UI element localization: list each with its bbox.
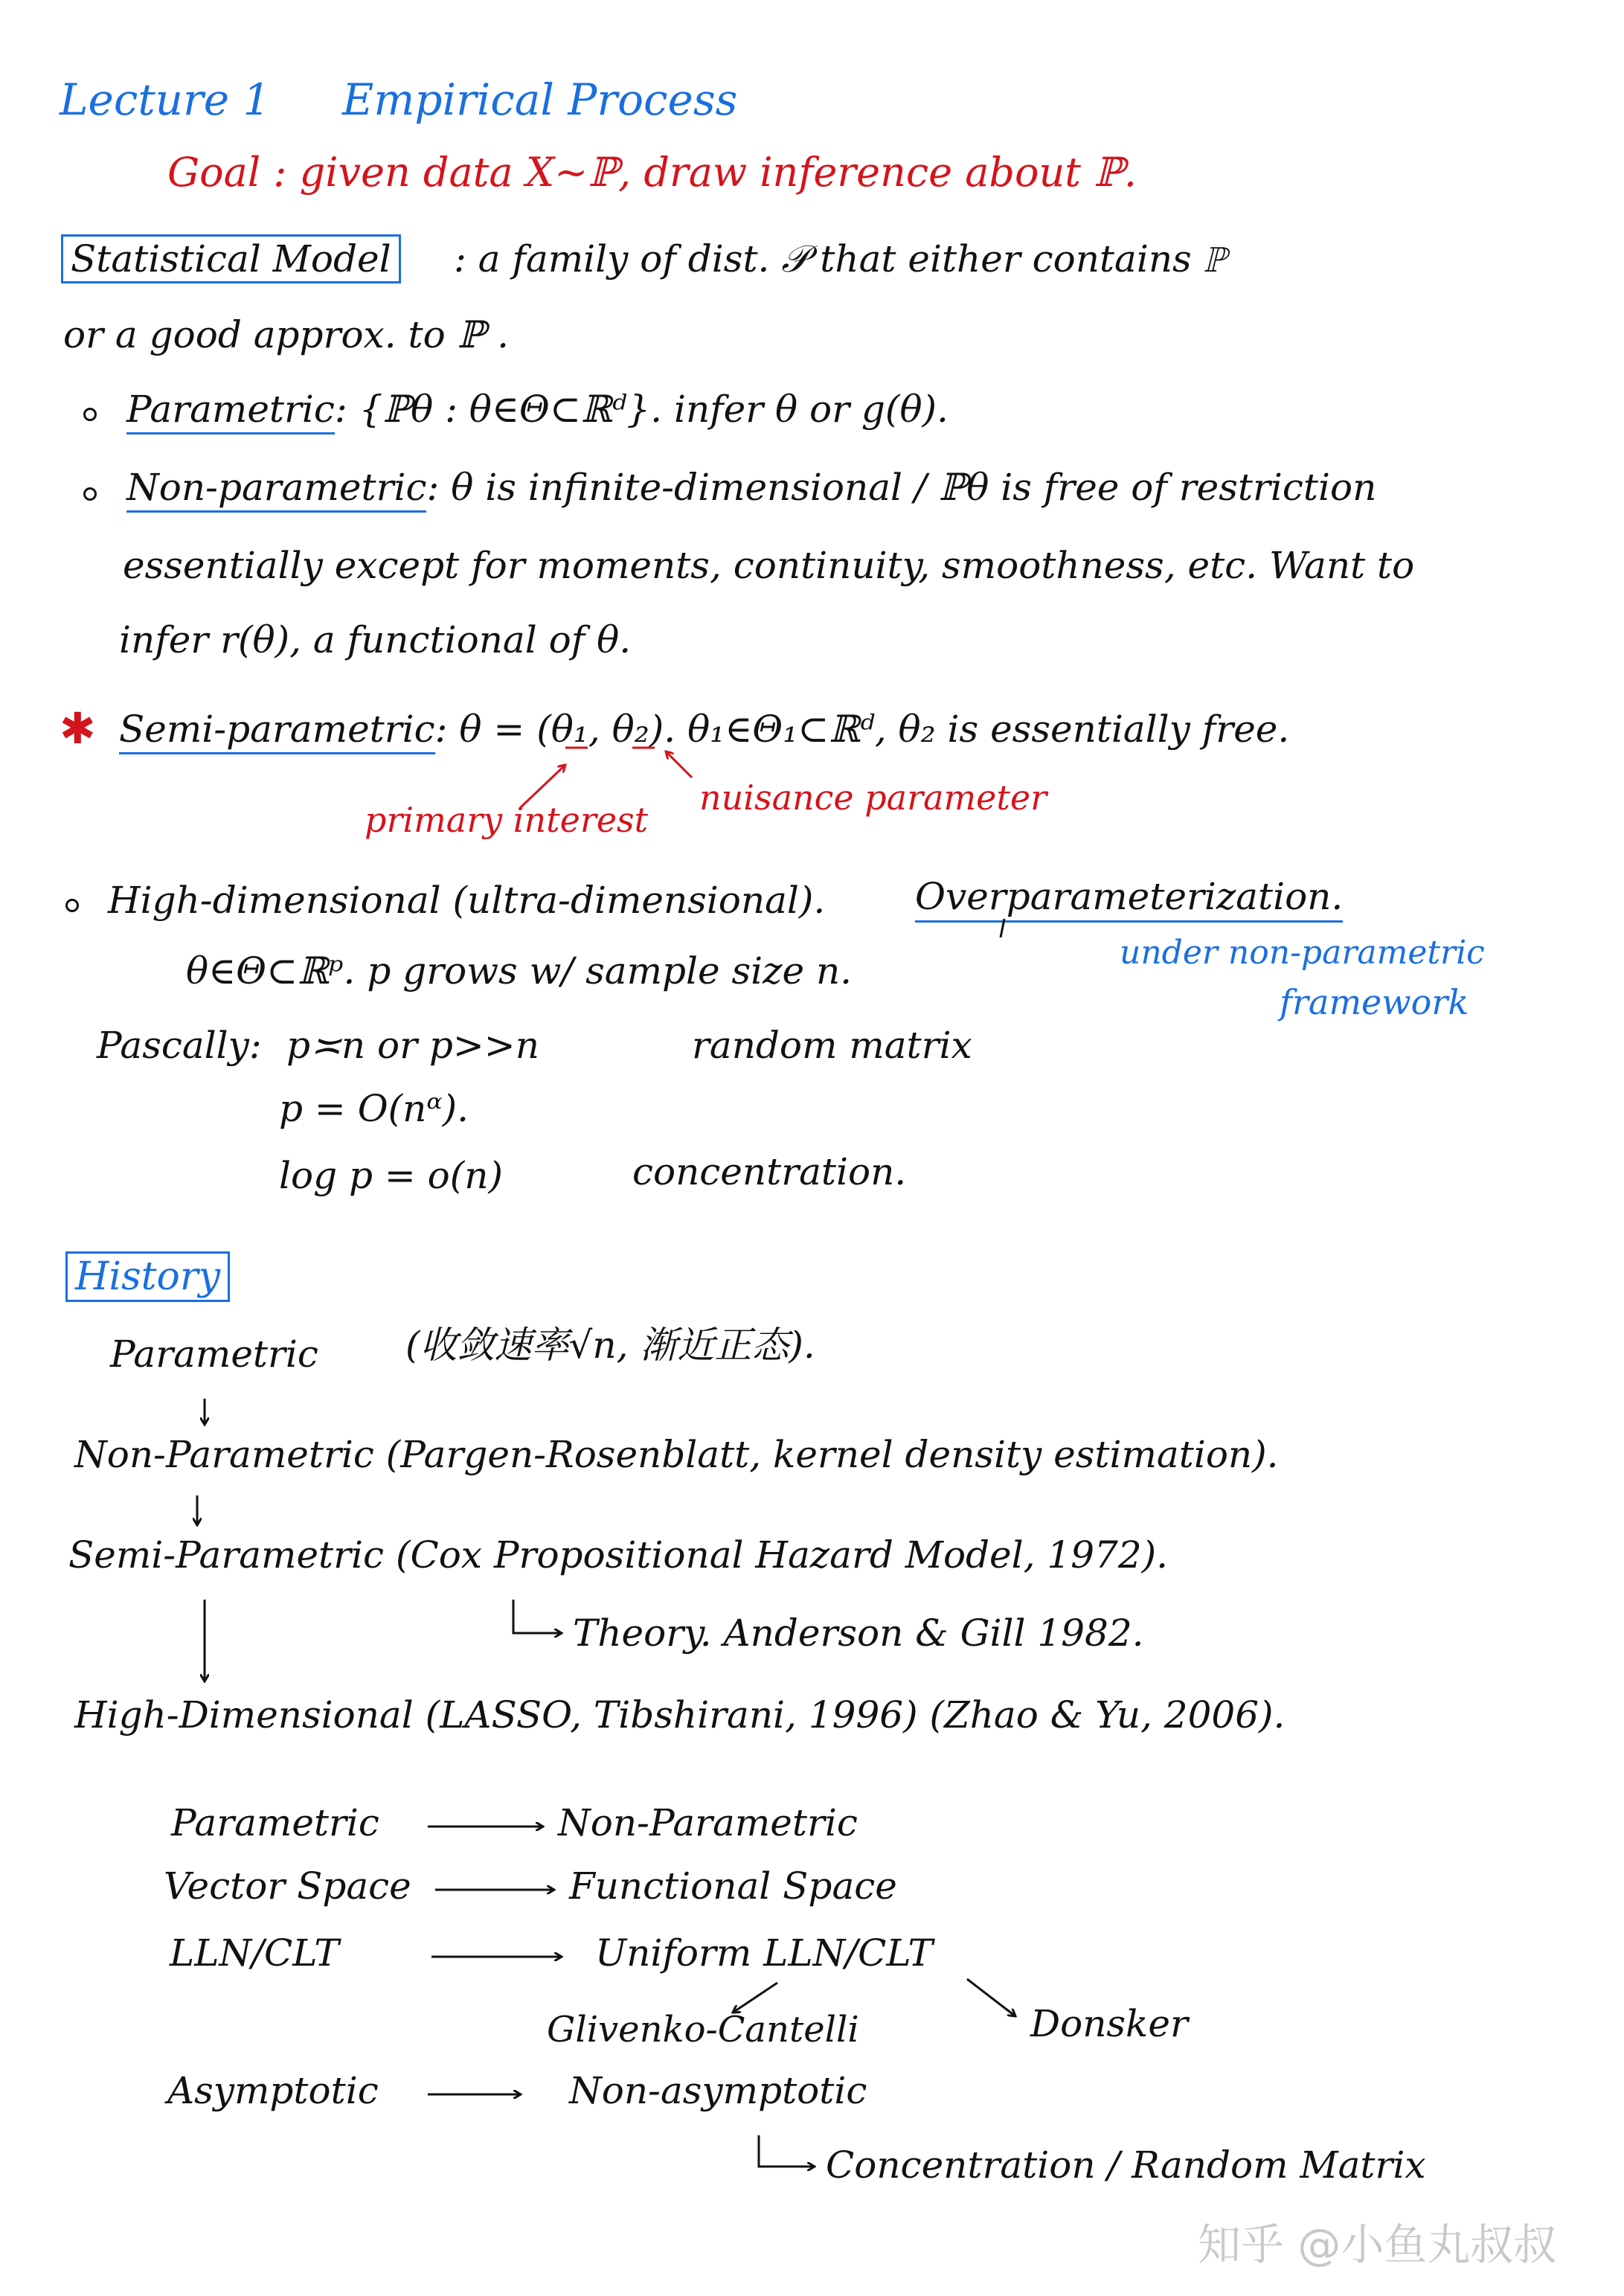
transition-to: Non-asymptotic [569, 2069, 867, 2112]
nuisance-arrow [632, 748, 692, 777]
highdim-regime-2: p = O(nᵅ). [279, 1087, 469, 1130]
transition-from: Parametric [171, 1801, 379, 1844]
donsker: Donsker [1030, 2002, 1188, 2045]
primary-interest-note: primary interest [365, 800, 649, 840]
parametric-definition: : {ℙθ : θ∈Θ⊂ℝᵈ}. infer θ or g(θ). [334, 388, 949, 431]
goal-line: Goal : given data X~ℙ, draw inference about ℙ. [167, 149, 1137, 196]
semiparametric-definition: : θ = (θ₁, θ₂). θ₁∈Θ₁⊂ℝᵈ, θ₂ is essentially free. [434, 708, 1290, 751]
highdim-line1: High-dimensional (ultra-dimensional). [108, 879, 826, 922]
hook-arrow-icon [759, 2135, 815, 2167]
nonparametric-line2: essentially except for moments, continuity, smoothness, etc. Want to [123, 544, 1415, 587]
framework-note-2: framework [1280, 982, 1469, 1022]
transition-to: Functional Space [569, 1864, 897, 1908]
semiparametric-label: Semi-parametric [119, 708, 435, 754]
branch-arrow-icon [967, 1979, 1015, 2016]
history-highdim: High-Dimensional (LASSO, Tibshirani, 1996) (Zhao & Yu, 2006). [74, 1693, 1286, 1737]
basically-label: Pascally: [97, 1024, 262, 1067]
statistical-model-label: Statistical Model [61, 234, 401, 283]
nonparametric-line3: infer r(θ), a functional of θ. [119, 618, 632, 661]
primary-interest-arrow [521, 748, 588, 807]
concentration-note: concentration. [632, 1150, 907, 1193]
overparam-tick [1001, 919, 1004, 937]
glivenko-cantelli: Glivenko-Cantelli [547, 2009, 859, 2050]
nuisance-parameter-note: nuisance parameter [699, 777, 1047, 818]
random-matrix-note: random matrix [692, 1024, 972, 1067]
history-label: History [65, 1251, 230, 1302]
lecture-title: Empirical Process [342, 74, 738, 125]
nonparametric-label: Non-parametric [126, 466, 426, 513]
overparameterization-label: Overparameterization. [915, 874, 1343, 923]
statistical-model-line1: : a family of dist. 𝒫 that either contains ℙ [454, 237, 1227, 280]
framework-note-1: under non-parametric [1120, 934, 1485, 972]
watermark: 知乎 @小鱼丸叔叔 [1198, 2219, 1557, 2270]
history-nonparametric: Non-Parametric (Pargen-Rosenblatt, kernel density estimation). [74, 1433, 1279, 1476]
lecture-label: Lecture 1 [60, 74, 271, 125]
nonparametric-line1: : θ is infinite-dimensional / ℙθ is free of restriction [426, 466, 1377, 509]
statistical-model-line2: or a good approx. to ℙ . [63, 313, 509, 356]
hook-arrow-icon [513, 1600, 562, 1633]
star-icon: ✱ [60, 703, 96, 754]
history-parametric: Parametric [110, 1333, 318, 1376]
parametric-label: Parametric [126, 388, 335, 434]
history-semiparametric: Semi-Parametric (Cox Propositional Hazard Model, 1972). [68, 1533, 1169, 1577]
transition-to: Uniform LLN/CLT [595, 1931, 933, 1975]
history-theory: Theory. Anderson & Gill 1982. [573, 1612, 1144, 1655]
highdim-regime-1: p≍n or p>>n [286, 1024, 539, 1067]
highdim-regime-3: log p = o(n) [279, 1154, 504, 1197]
history-parametric-note: (收敛速率√n, 渐近正态). [405, 1324, 815, 1367]
transition-to: Non-Parametric [558, 1801, 858, 1844]
transition-from: LLN/CLT [170, 1931, 339, 1975]
transition-from: Vector Space [164, 1864, 411, 1908]
highdim-line2: θ∈Θ⊂ℝᵖ. p grows w/ sample size n. [186, 949, 853, 993]
transition-from: Asymptotic [167, 2069, 379, 2112]
concentration-random-matrix: Concentration / Random Matrix [826, 2143, 1426, 2187]
branch-arrow-icon [733, 1983, 777, 2013]
